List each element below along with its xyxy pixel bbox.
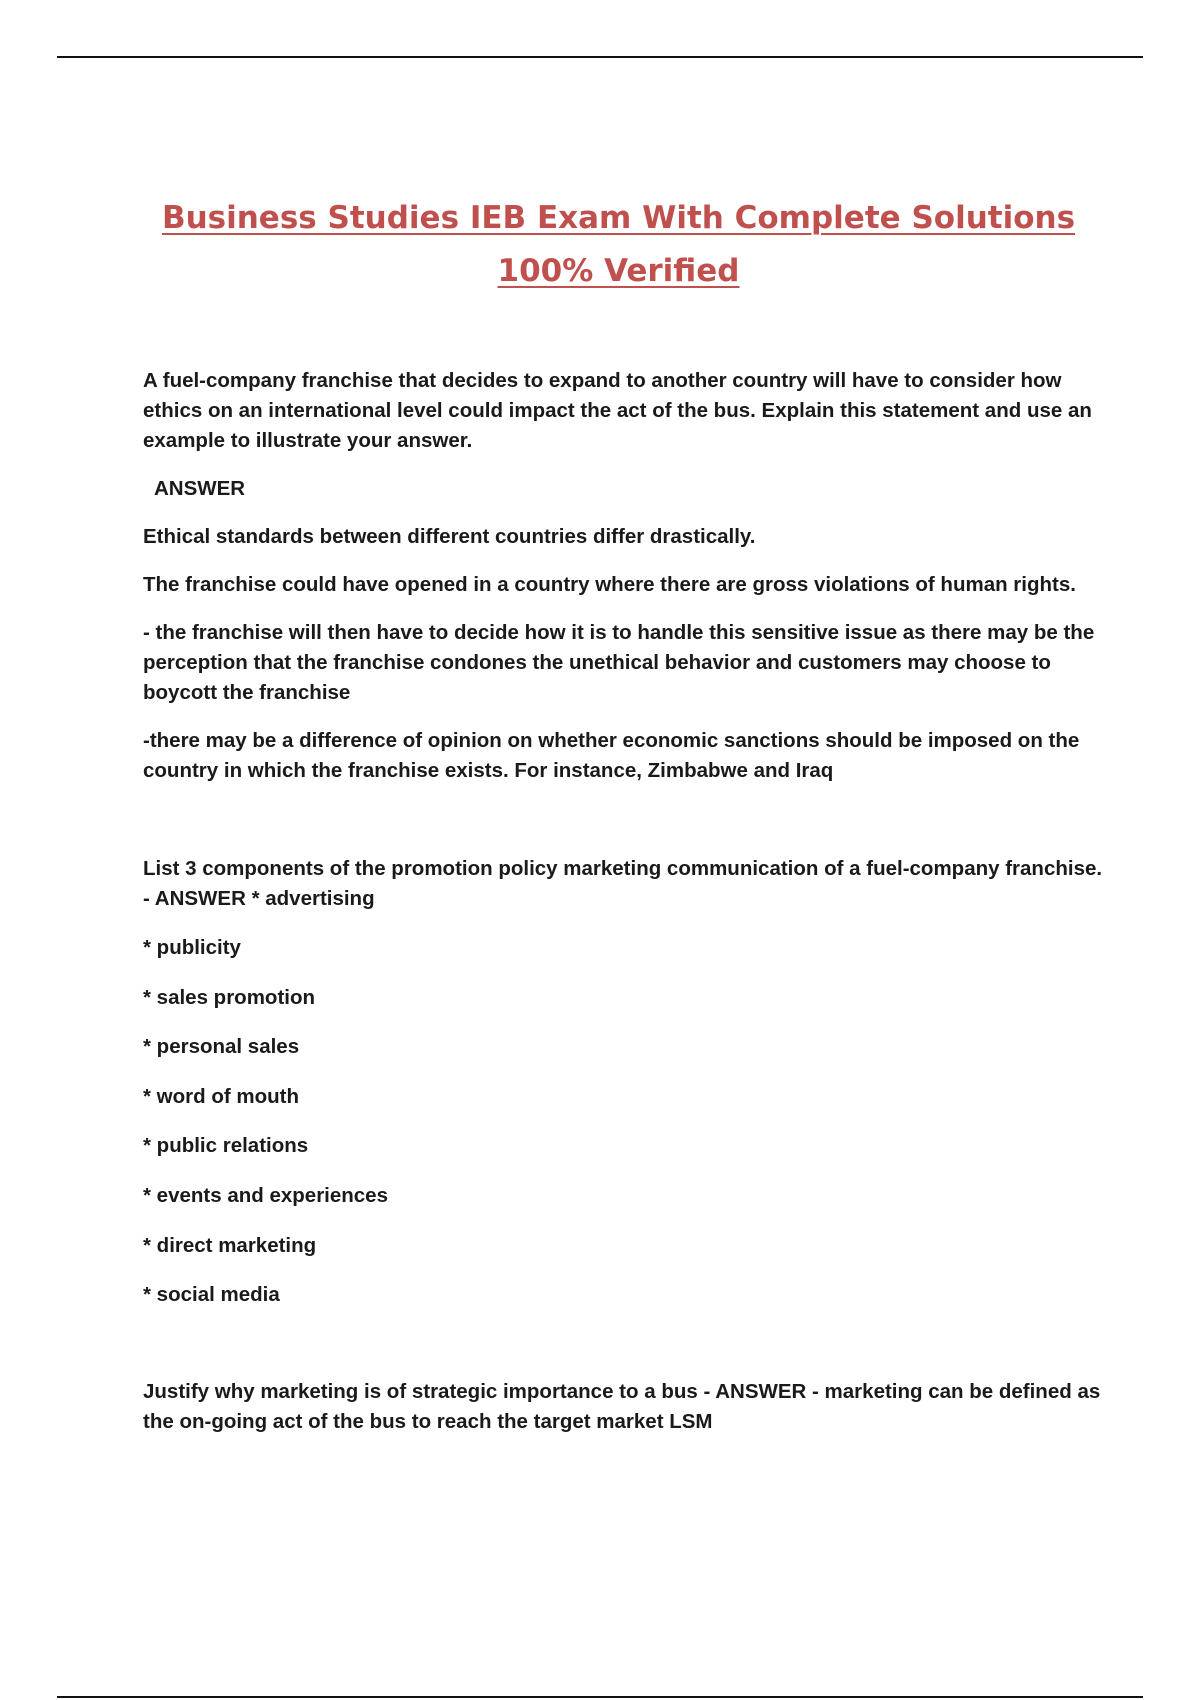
list-item: * publicity [143, 936, 241, 959]
top-rule [57, 56, 1143, 58]
list-item: * public relations [143, 1134, 309, 1158]
list-item: * events and experiences [143, 1183, 388, 1207]
bottom-rule [57, 1696, 1143, 1698]
document-title [120, 192, 1117, 298]
document-body [143, 366, 1103, 1437]
answer-paragraph: -there may be a difference of opinion on whether economic sanctions should be imposed on the country in which the franchise exists. For instance, Zimbabwe and Iraq [143, 729, 1080, 782]
title-line-2: 100% Verified [497, 253, 740, 289]
question-1-text: A fuel-company franchise that decides to expand to another country will have to consider how ethics on an international level could impact the act of the bus. Explain this statement and use an example to illustrate your answer. [143, 369, 1092, 452]
question-3-text: Justify why marketing is of strategic importance to a bus - ANSWER - marketing can be defined as the on-going act of the bus to reach the target market LSM [143, 1380, 1101, 1434]
list-item: * social media [143, 1283, 280, 1307]
title-line-1: Business Studies IEB Exam With Complete Solutions [161, 200, 1076, 236]
answer-paragraph: The franchise could have opened in a country where there are gross violations of human rights. [143, 573, 1076, 596]
list-item: * sales promotion [143, 985, 316, 1009]
list-item: * direct marketing [143, 1233, 317, 1257]
answer-paragraph: - the franchise will then have to decide how it is to handle this sensitive issue as there may be the perception that the franchise condones the unethical behavior and customers may choose to boycott the franchise [143, 621, 1095, 704]
answer-paragraph: Ethical standards between different countries differ drastically. [143, 525, 756, 548]
list-item: * personal sales [143, 1035, 300, 1059]
list-item: * word of mouth [143, 1084, 300, 1108]
answer-label: ANSWER [154, 477, 246, 500]
question-2-text: List 3 components of the promotion policy marketing communication of a fuel-company franchise. - ANSWER * advertising [143, 857, 1103, 910]
